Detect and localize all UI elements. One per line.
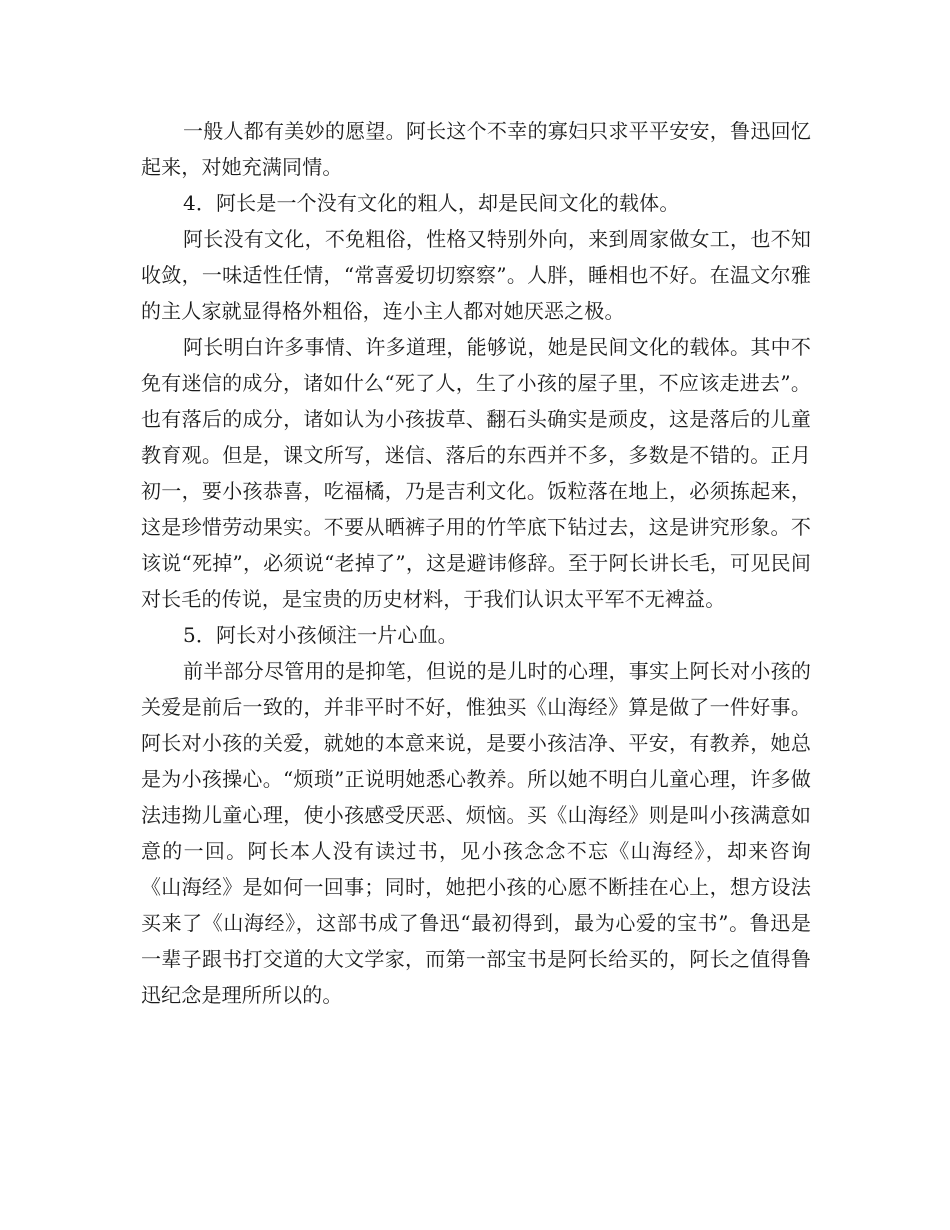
section-heading-5: 5．阿长对小孩倾注一片心血。 <box>183 623 458 647</box>
paragraph-folk-culture: 阿长明白许多事情、许多道理，能够说，她是民间文化的载体。其中不免有迷信的成分，诸如什么“死了人，生了小孩的屋子里，不应该走进去”。也有落后的成分，诸如认为小孩拔草、翻石头确实是顽皮，这是落后的儿童教育观。但是，课文所写，迷信、落后的东西并不多，多数是不错的。正月初一，要小孩恭喜，吃福橘，乃是吉利文化。饭粒落在地上，必须拣起来，这是珍惜劳动果实。不要从晒裤子用的竹竿底下钻过去，这是讲究形象。不该说“死掉”，必须说“老掉了”，这是避讳修辞。至于阿长讲长毛，可见民间对长毛的传说，是宝贵的历史材料，于我们认识太平军不无裨益。 <box>141 335 811 611</box>
paragraph-care-for-child: 前半部分尽管用的是抑笔，但说的是儿时的心理，事实上阿长对小孩的关爱是前后一致的，并非平时不好，惟独买《山海经》算是做了一件好事。阿长对小孩的关爱，就她的本意来说，是要小孩洁净、平安，有教养，她总是为小孩操心。“烦琐”正说明她悉心教养。所以她不明白儿童心理，许多做法违拗儿童心理，使小孩感受厌恶、烦恼。买《山海经》则是叫小孩满意如意的一回。阿长本人没有读过书，见小孩念念不忘《山海经》，却来咨询《山海经》是如何一回事；同时，她把小孩的心愿不断挂在心上，想方设法买来了《山海经》，这部书成了鲁迅“最初得到，最为心爱的宝书”。鲁迅是一辈子跟书打交道的大文学家，而第一部宝书是阿长给买的，阿长之值得鲁迅纪念是理所所以的。 <box>141 659 811 1007</box>
paragraph-no-culture: 阿长没有文化，不免粗俗，性格又特别外向，来到周家做女工，也不知收敛，一味适性任情，“常喜爱切切察察”。人胖，睡相也不好。在温文尔雅的主人家就显得格外粗俗，连小主人都对她厌恶之极。 <box>141 227 811 323</box>
document-body <box>141 113 811 1013</box>
paragraph-continuation: 一般人都有美妙的愿望。阿长这个不幸的寡妇只求平平安安，鲁迅回忆起来，对她充满同情。 <box>141 119 811 179</box>
section-heading-4: 4．阿长是一个没有文化的粗人，却是民间文化的载体。 <box>183 191 680 215</box>
